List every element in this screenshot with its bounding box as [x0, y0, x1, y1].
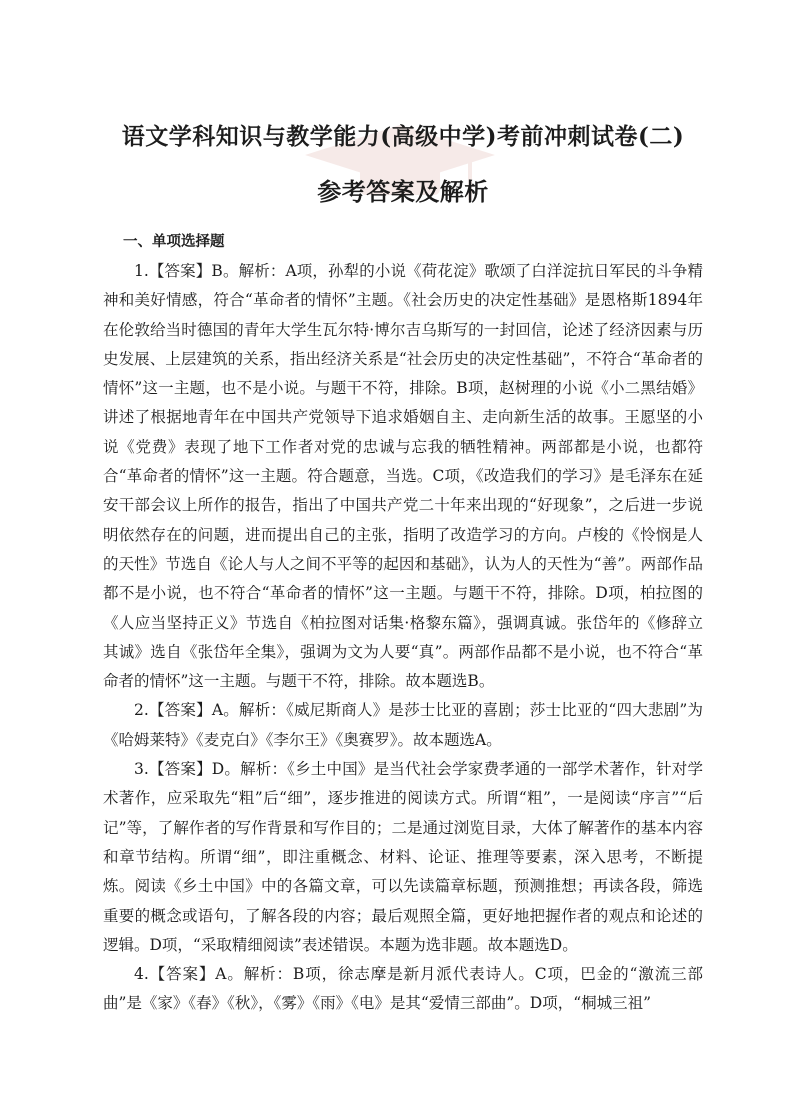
section-heading: 一、单项选择题	[123, 234, 225, 250]
document-subtitle: 参考答案及解析	[317, 177, 489, 206]
answer-paragraph-2: 2.【答案】A。解析：《威尼斯商人》是莎士比亚的喜剧；莎士比亚的“四大悲剧”为《哈姆莱特》《麦克白》《李尔王》《奥赛罗》。故本题选A。	[103, 701, 703, 749]
answer-paragraph-4: 4.【答案】A。解析：B项，徐志摩是新月派代表诗人。C项，巴金的“激流三部曲”是《家》《春》《秋》，《雾》《雨》《电》是其“爱情三部曲”。D项，“桐城三祖”	[103, 965, 703, 1013]
answer-body	[103, 257, 703, 1019]
answer-paragraph-3: 3.【答案】D。解析：《乡土中国》是当代社会学家费孝通的一部学术著作，针对学术著作，应采取先“粗”后“细”，逐步推进的阅读方式。所谓“粗”，一是阅读“序言”“后记”等，了解作者的写作背景和写作目的；二是通过浏览目录，大体了解著作的基本内容和章节结构。所谓“细”，即注重概念、材料、论证、推理等要素，深入思考，不断提炼。阅读《乡土中国》中的各篇文章，可以先读篇章标题，预测推想；再读各段，筛选重要的概念或语句，了解各段的内容；最后观照全篇，更好地把握作者的观点和论述的逻辑。D项，“采取精细阅读”表述错误。本题为选非题。故本题选D。	[103, 760, 703, 954]
document-title: 语文学科知识与教学能力(高级中学)考前冲刺试卷(二)	[121, 123, 685, 150]
answer-paragraph-1: 1.【答案】B。解析：A项，孙犁的小说《荷花淀》歌颂了白洋淀抗日军民的斗争精神和美好情感，符合“革命者的情怀”主题。《社会历史的决定性基础》是恩格斯1894年在伦敦给当时德国的青年大学生瓦尔特·博尔吉乌斯写的一封回信，论述了经济因素与历史发展、上层建筑的关系，指出经济关系是“社会历史的决定性基础”，不符合“革命者的情怀”这一主题，也不是小说。与题干不符，排除。B项，赵树理的小说《小二黑结婚》讲述了根据地青年在中国共产党领导下追求婚姻自主、走向新生活的故事。王愿坚的小说《党费》表现了地下工作者对党的忠诚与忘我的牺牲精神。两部都是小说，也都符合“革命者的情怀”这一主题。符合题意，当选。C项，《改造我们的学习》是毛泽东在延安干部会议上所作的报告，指出了中国共产党二十年来出现的“好现象”，之后进一步说明依然存在的问题，进而提出自己的主张，指明了改造学习的方向。卢梭的《怜悯是人的天性》节选自《论人与人之间不平等的起因和基础》，认为人的天性为“善”。两部作品都不是小说，也不符合“革命者的情怀”这一主题。与题干不符，排除。D项，柏拉图的《人应当坚持正义》节选自《柏拉图对话集·格黎东篇》，强调真诚。张岱年的《修辞立其诚》选自《张岱年全集》，强调为文为人要“真”。两部作品都不是小说，也不符合“革命者的情怀”这一主题。与题干不符，排除。故本题选B。	[103, 262, 703, 691]
